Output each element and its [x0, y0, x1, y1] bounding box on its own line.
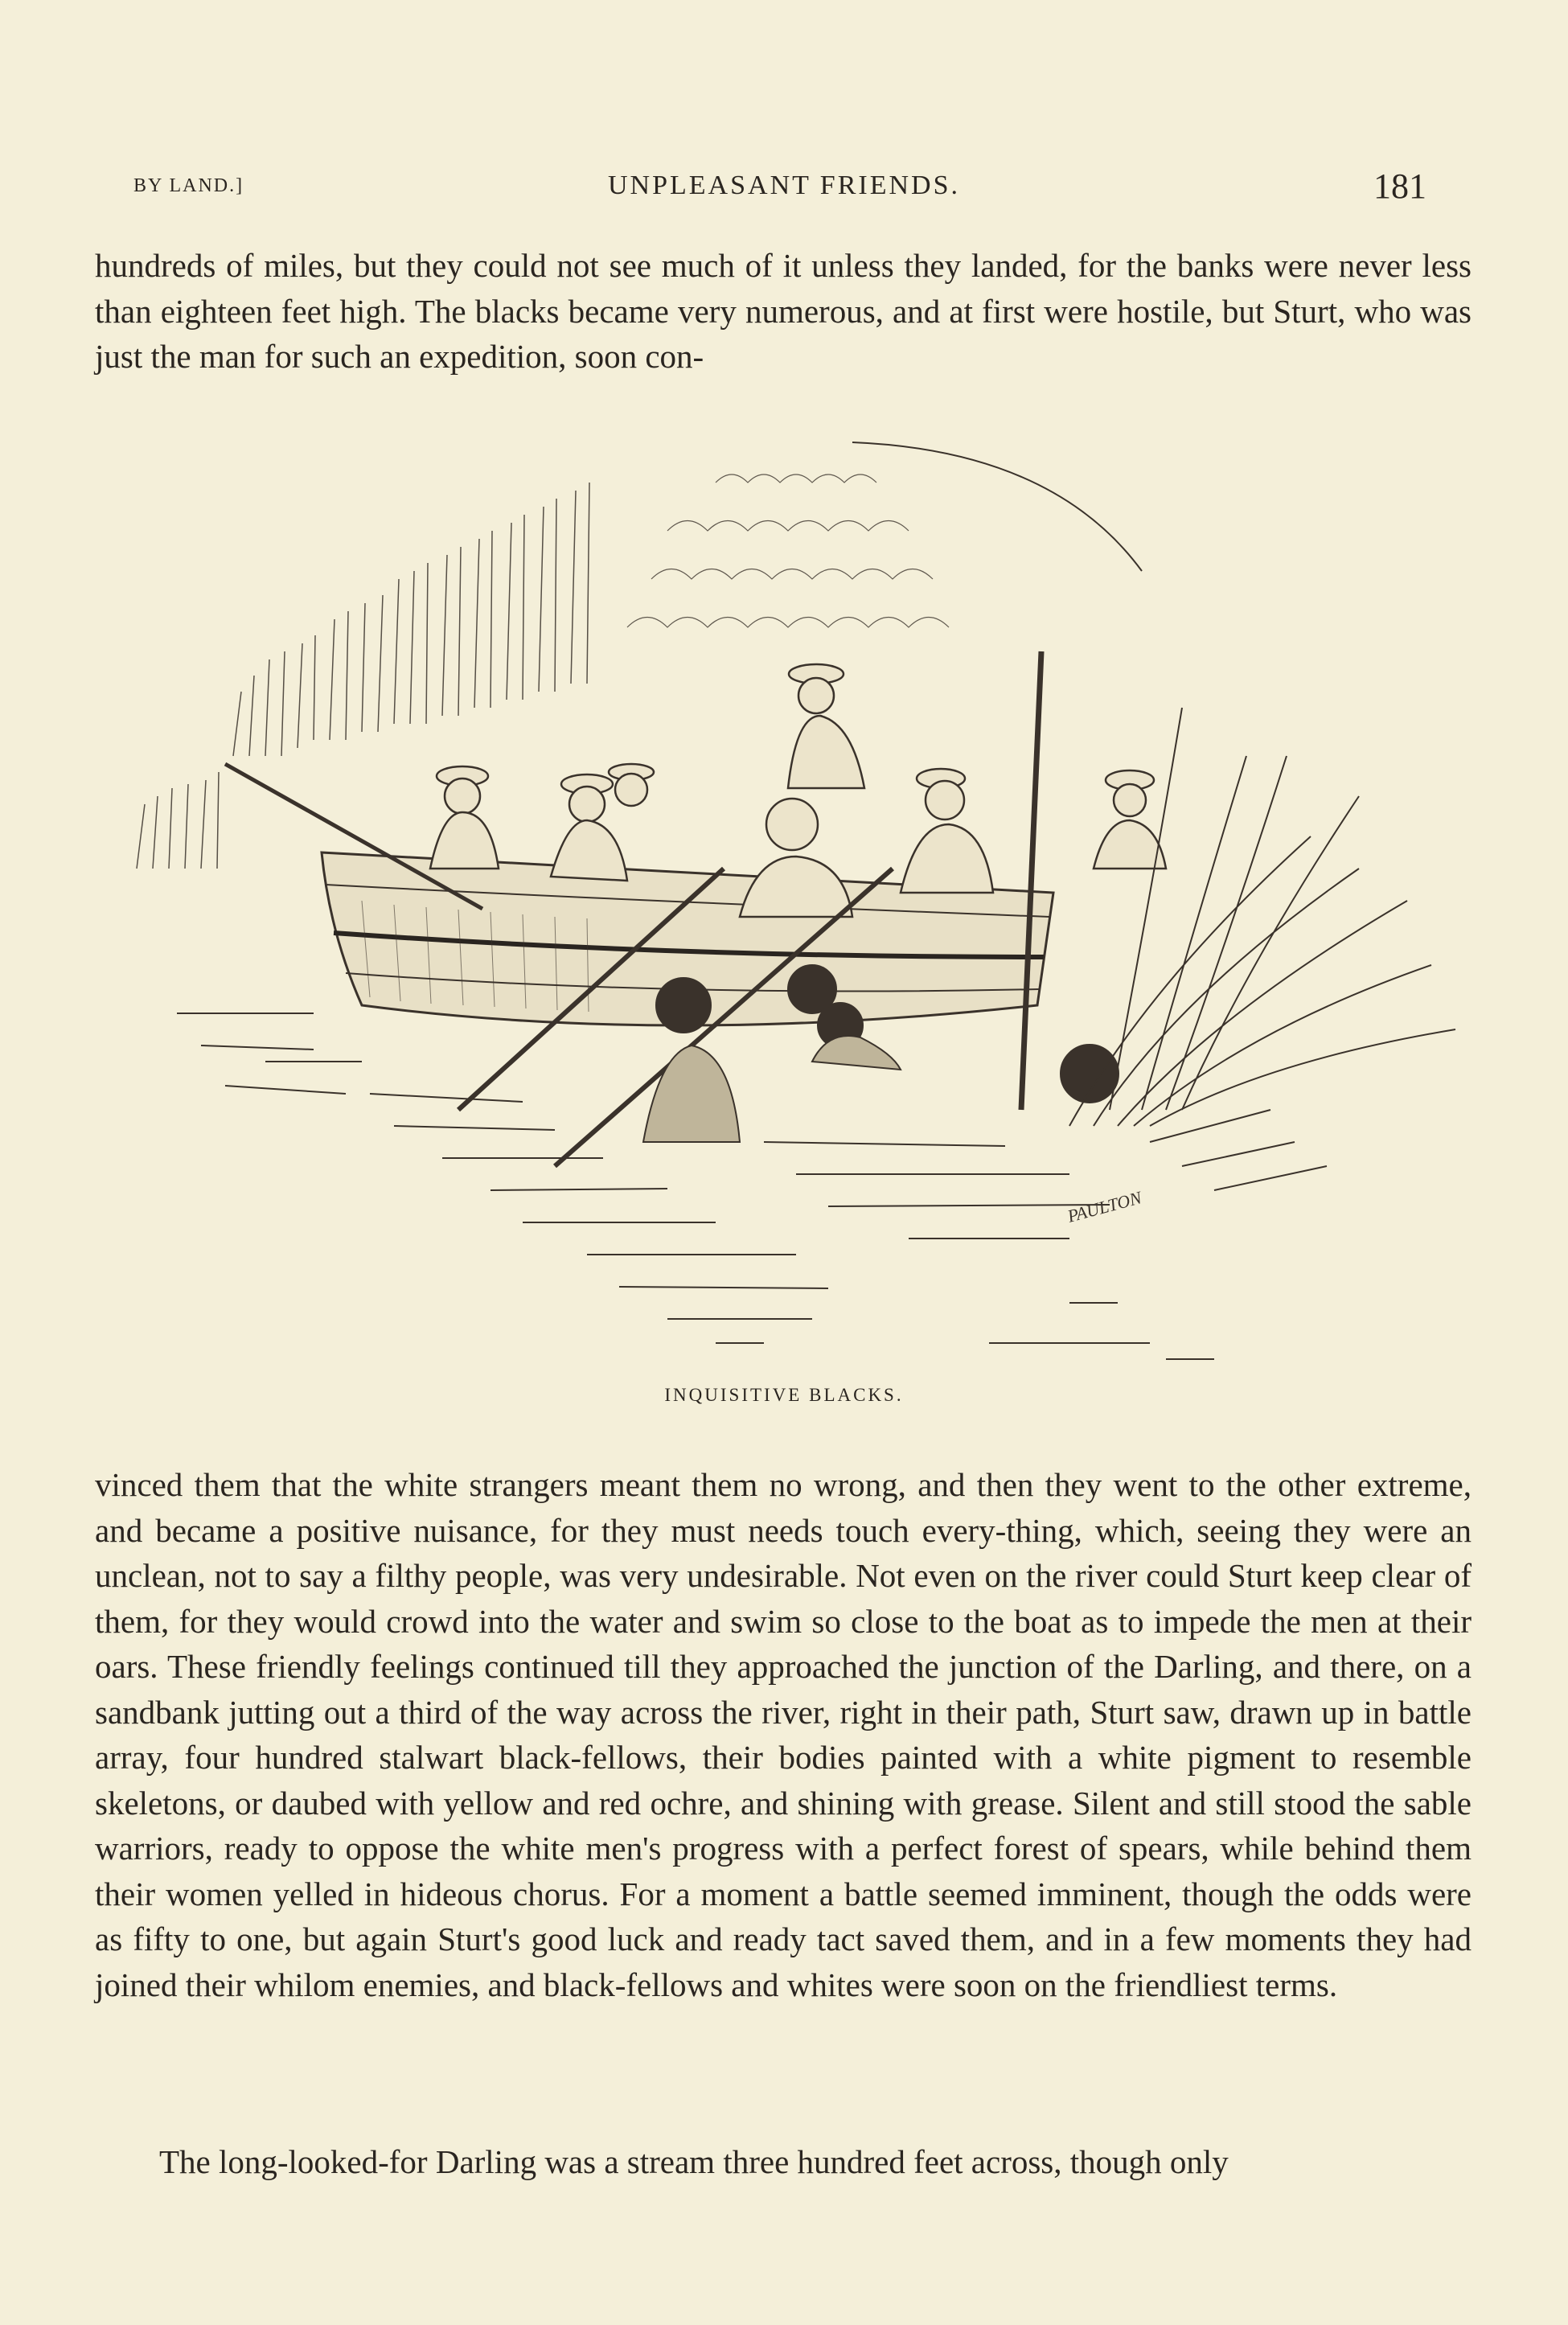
running-head [95, 166, 1473, 217]
paragraph-2: vinced them that the white strangers meant them no wrong, and then they went to the other extreme, and became a positive nuisance, for they must needs touch every-thing, which, seeing they were an unclean, not to say a filthy people, was very undesirable. Not even on the river could Sturt keep clear of them, for they would crowd into the water and swim so close to the boat as to impede the men at their oars. These friendly feelings continued till they approached the junction of the Darling, and there, on a sandbank jutting out a third of the way across the river, right in their path, Sturt saw, drawn up in battle array, four hundred stalwart black-fellows, their bodies painted with a white pigment to resemble skeletons, or daubed with yellow and red ochre, and shining with grease. Silent and still stood the sable warriors, ready to oppose the white men's progress with a perfect forest of spears, while behind them their women yelled in hideous chorus. For a moment a battle seemed imminent, though the odds were as fifty to one, but again Sturt's good luck and ready tact saved them, and in a few moments they had joined their whilom enemies, and black-fellows and whites were soon on the friendliest terms. [95, 1466, 1472, 2003]
running-head-section: BY LAND.] [133, 175, 244, 196]
engraving-inquisitive-blacks [105, 418, 1472, 1375]
page-number: 181 [1373, 166, 1426, 206]
figure-caption: INQUISITIVE BLACKS. [664, 1385, 904, 1405]
paragraph-3: The long-looked-for Darling was a stream three hundred feet across, though only [159, 2143, 1229, 2180]
paragraph-1: hundreds of miles, but they could not see much of it unless they landed, for the banks were never less than eighteen feet high. The blacks became very numerous, and at first were hostile, but Sturt, who was just the man for such an expedition, soon con- [95, 247, 1472, 375]
artist-signature: PAULTON [1065, 1187, 1144, 1226]
running-head-title: UNPLEASANT FRIENDS. [608, 170, 960, 200]
